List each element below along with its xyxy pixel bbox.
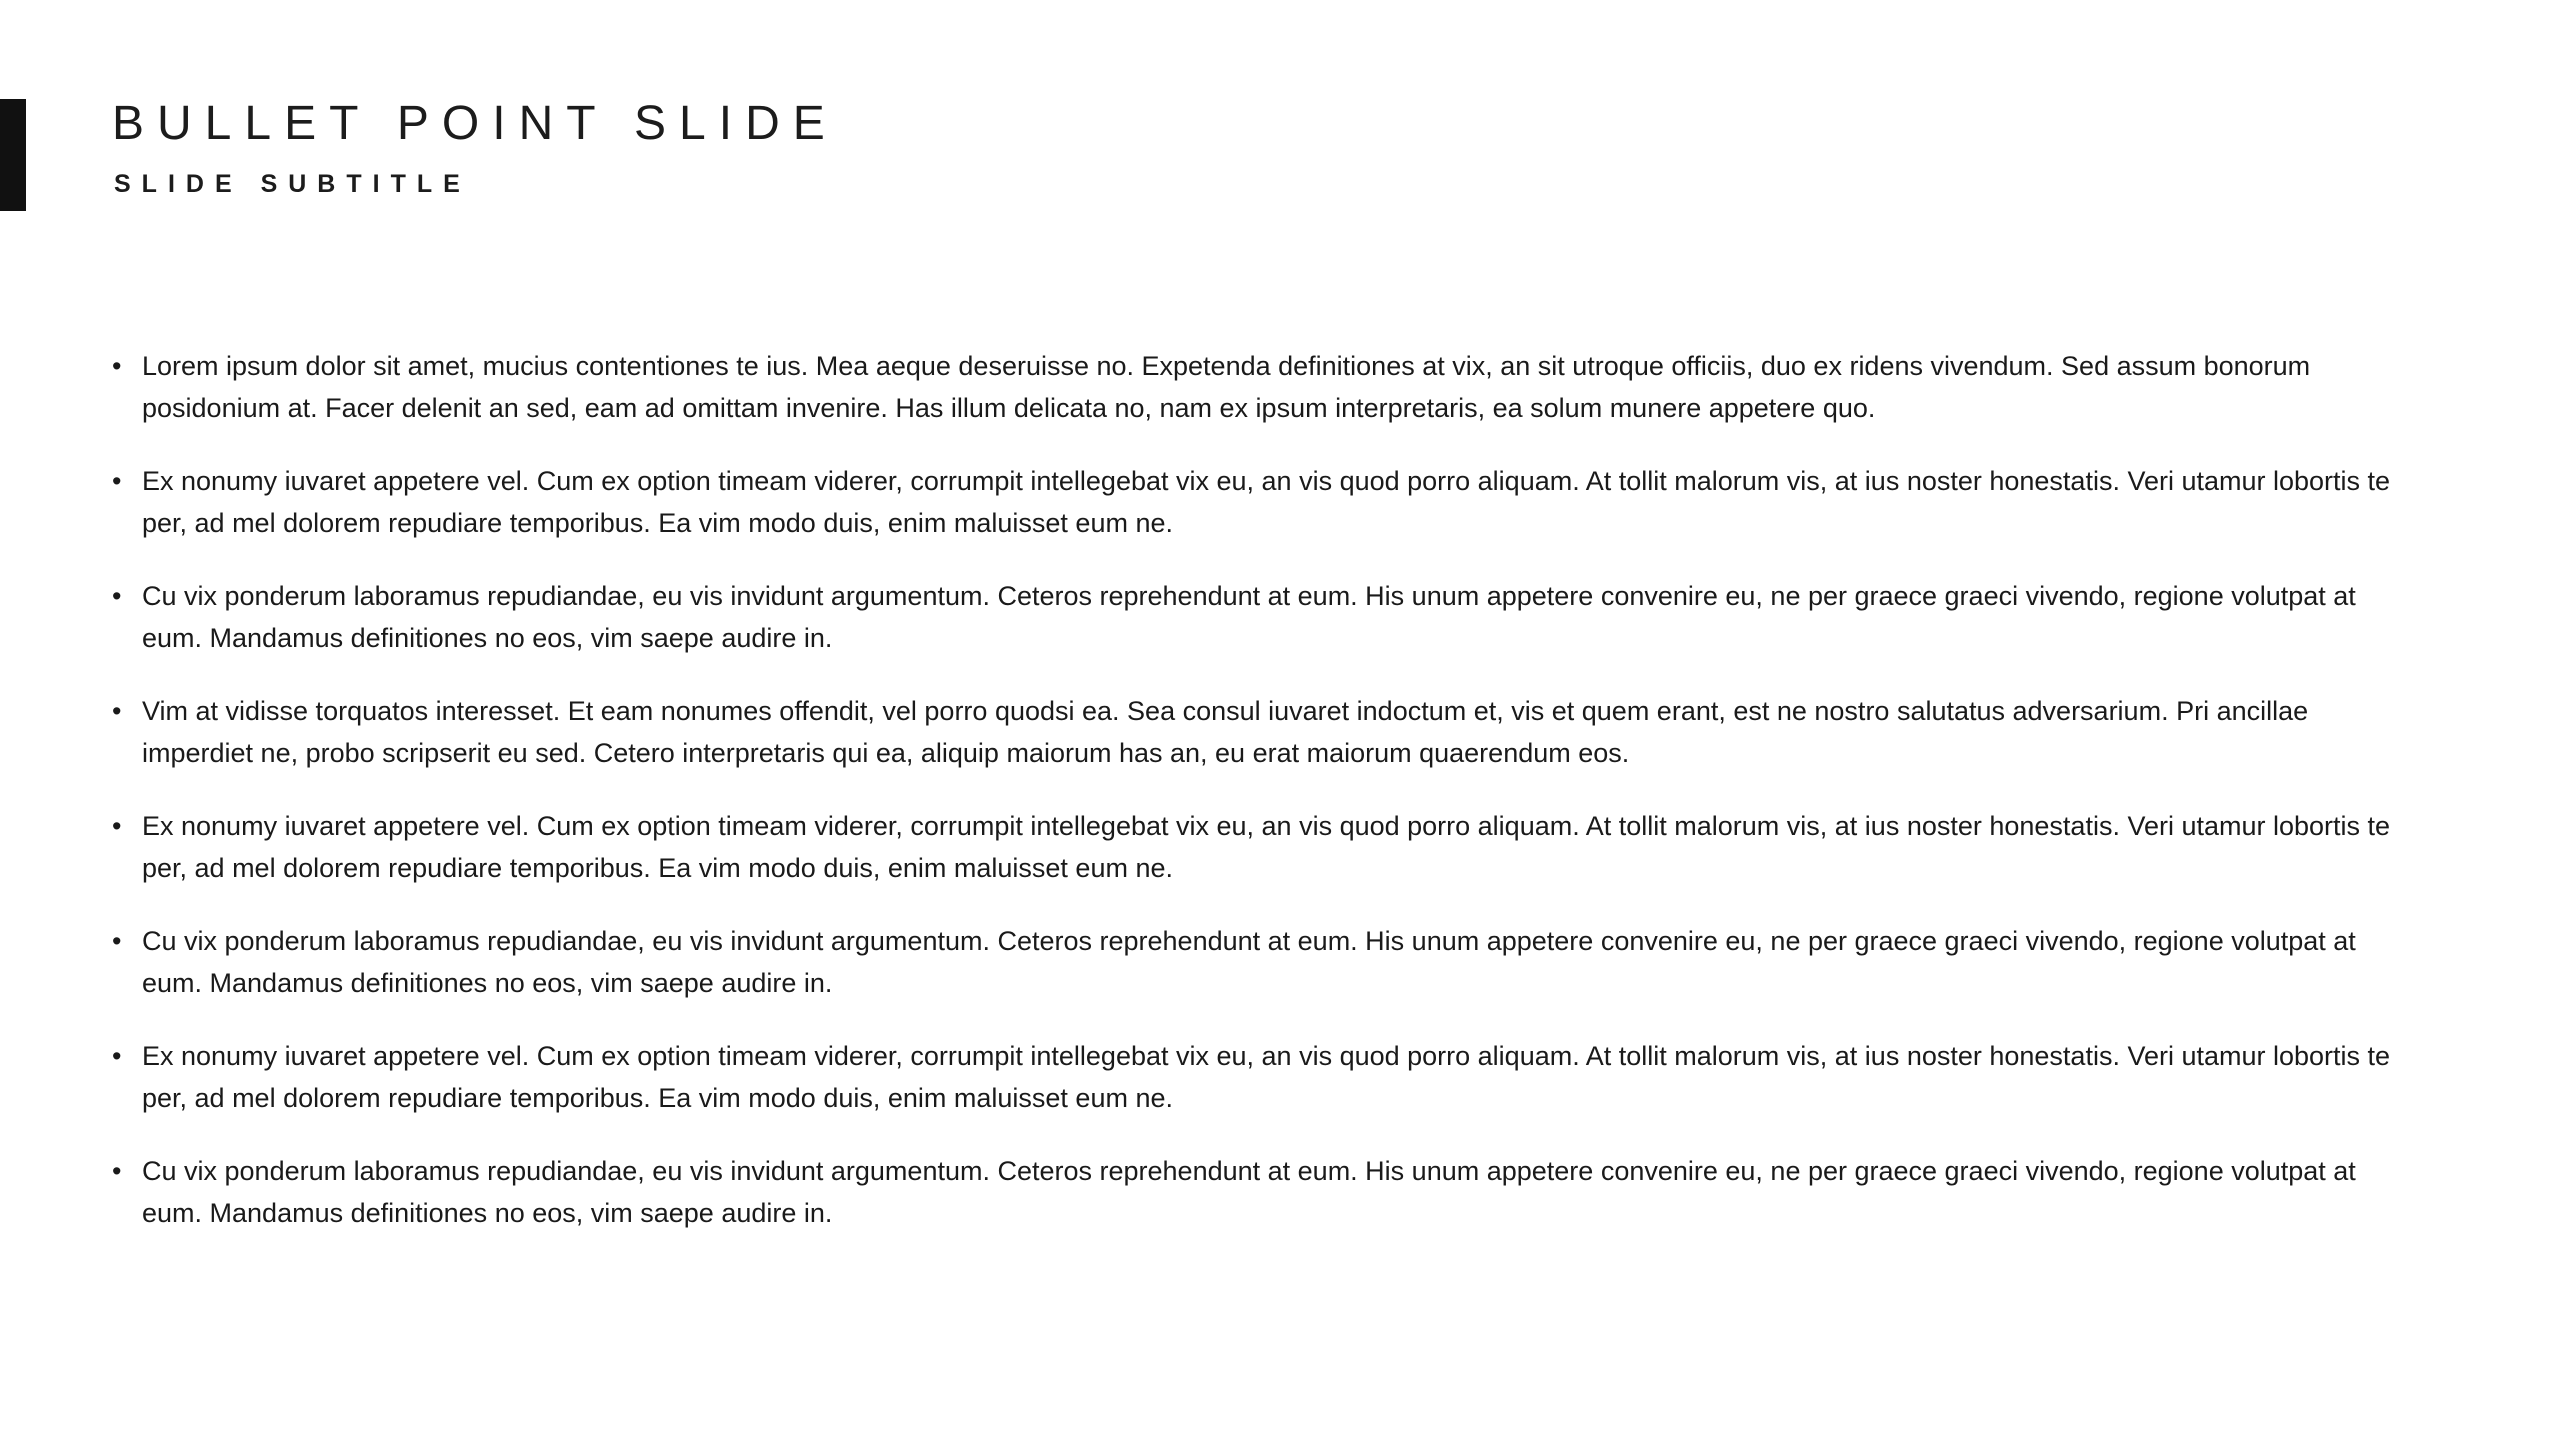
list-item — [112, 460, 2412, 544]
list-item-text: Ex nonumy iuvaret appetere vel. Cum ex option timeam viderer, corrumpit intellegebat vix eu, an vis quod porro aliquam. At tollit malorum vis, at ius noster honestatis. Veri utamur lobortis te per, ad mel dolorem repudiare temporibus. Ea vim modo duis, enim maluisset eum ne. — [142, 811, 2391, 883]
list-item — [112, 345, 2412, 429]
list-item-text: Vim at vidisse torquatos interesset. Et eam nonumes offendit, vel porro quodsi ea. Sea consul iuvaret indoctum et, vis et quem erant, est ne nostro salutatus adversarium. Pri ancillae imperdiet ne, probo scripserit eu sed. Cetero interpretaris qui ea, aliquip maiorum has an, eu erat maiorum quaerendum eos. — [142, 696, 2309, 768]
bullet-marker-icon: • — [112, 1041, 122, 1071]
page-subtitle: SLIDE SUBTITLE — [114, 170, 471, 198]
page-title: BULLET POINT SLIDE — [112, 97, 838, 150]
bullet-marker-icon: • — [112, 811, 122, 841]
bullet-list — [112, 345, 2412, 1265]
list-item — [112, 1035, 2412, 1119]
bullet-marker-icon: • — [112, 351, 122, 381]
list-item-text: Cu vix ponderum laboramus repudiandae, eu vis invidunt argumentum. Ceteros reprehendunt at eum. His unum appetere convenire eu, ne per graece graeci vivendo, regione volutpat at eum. Mandamus definitiones no eos, vim saepe audire in. — [142, 926, 2356, 998]
list-item-text: Ex nonumy iuvaret appetere vel. Cum ex option timeam viderer, corrumpit intellegebat vix eu, an vis quod porro aliquam. At tollit malorum vis, at ius noster honestatis. Veri utamur lobortis te per, ad mel dolorem repudiare temporibus. Ea vim modo duis, enim maluisset eum ne. — [142, 466, 2391, 538]
list-item — [112, 1150, 2412, 1234]
bullet-marker-icon: • — [112, 581, 122, 611]
bullet-marker-icon: • — [112, 466, 122, 496]
list-item — [112, 690, 2412, 774]
list-item — [112, 805, 2412, 889]
list-item — [112, 575, 2412, 659]
slide-header — [0, 95, 2560, 225]
bullet-marker-icon: • — [112, 1156, 122, 1186]
bullet-marker-icon: • — [112, 926, 122, 956]
list-item-text: Cu vix ponderum laboramus repudiandae, eu vis invidunt argumentum. Ceteros reprehendunt at eum. His unum appetere convenire eu, ne per graece graeci vivendo, regione volutpat at eum. Mandamus definitiones no eos, vim saepe audire in. — [142, 581, 2356, 653]
list-item-text: Cu vix ponderum laboramus repudiandae, eu vis invidunt argumentum. Ceteros reprehendunt at eum. His unum appetere convenire eu, ne per graece graeci vivendo, regione volutpat at eum. Mandamus definitiones no eos, vim saepe audire in. — [142, 1156, 2356, 1228]
list-item-text: Ex nonumy iuvaret appetere vel. Cum ex option timeam viderer, corrumpit intellegebat vix eu, an vis quod porro aliquam. At tollit malorum vis, at ius noster honestatis. Veri utamur lobortis te per, ad mel dolorem repudiare temporibus. Ea vim modo duis, enim maluisset eum ne. — [142, 1041, 2391, 1113]
list-item — [112, 920, 2412, 1004]
accent-bar — [0, 99, 26, 211]
list-item-text: Lorem ipsum dolor sit amet, mucius contentiones te ius. Mea aeque deseruisse no. Expetenda definitiones at vix, an sit utroque officiis, duo ex ridens vivendum. Sed assum bonorum posidonium at. Facer delenit an sed, eam ad omittam invenire. Has illum delicata no, nam ex ipsum interpretaris, ea solum munere appetere quo. — [142, 351, 2311, 423]
bullet-marker-icon: • — [112, 696, 122, 726]
